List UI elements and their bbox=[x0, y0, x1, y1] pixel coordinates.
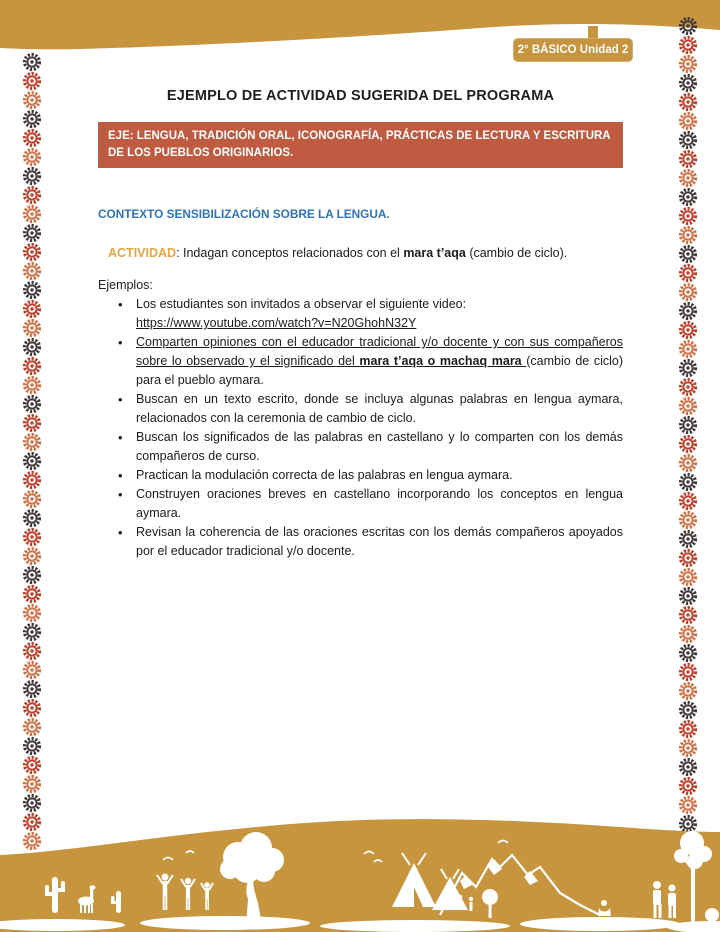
text-segment: Los estudiantes son invitados a observar el siguiente video: bbox=[136, 297, 467, 311]
gear-medallion-icon bbox=[22, 204, 42, 224]
gear-medallion-icon bbox=[22, 432, 42, 452]
gear-medallion-icon bbox=[22, 622, 42, 642]
gear-medallion-icon bbox=[22, 356, 42, 376]
gear-medallion-icon bbox=[22, 527, 42, 547]
activity-label: ACTIVIDAD bbox=[108, 246, 177, 260]
unit-badge: 2° BÁSICO Unidad 2 bbox=[513, 38, 633, 62]
gear-medallion-icon bbox=[678, 358, 698, 378]
gear-medallion-icon bbox=[678, 16, 698, 36]
gear-medallion-icon bbox=[678, 92, 698, 112]
gear-medallion-icon bbox=[678, 605, 698, 625]
gear-medallion-icon bbox=[22, 394, 42, 414]
gear-medallion-icon bbox=[22, 489, 42, 509]
gear-medallion-icon bbox=[678, 377, 698, 397]
list-item bbox=[98, 428, 623, 466]
context-heading: CONTEXTO SENSIBILIZACIÓN SOBRE LA LENGUA. bbox=[98, 207, 390, 221]
gear-medallion-icon bbox=[22, 413, 42, 433]
gear-medallion-icon bbox=[22, 280, 42, 300]
gear-medallion-icon bbox=[678, 73, 698, 93]
activity-text bbox=[176, 246, 567, 260]
bush-icon bbox=[705, 908, 719, 922]
gear-medallion-icon bbox=[22, 470, 42, 490]
text-segment: (cambio de ciclo) para el pueblo aymara. bbox=[136, 354, 624, 387]
gear-medallion-icon bbox=[678, 168, 698, 188]
gear-medallion-icon bbox=[22, 185, 42, 205]
bottom-landscape bbox=[0, 815, 720, 932]
gear-medallion-icon bbox=[22, 166, 42, 186]
gear-medallion-icon bbox=[678, 434, 698, 454]
gear-medallion-icon bbox=[22, 451, 42, 471]
gear-medallion-icon bbox=[678, 339, 698, 359]
list-item bbox=[98, 523, 623, 561]
activity-line bbox=[98, 244, 623, 263]
gear-medallion-icon bbox=[678, 491, 698, 511]
text-segment: (cambio de ciclo). bbox=[465, 246, 568, 260]
examples-list bbox=[98, 295, 623, 561]
gear-medallion-icon bbox=[678, 510, 698, 530]
gear-medallion-icon bbox=[22, 375, 42, 395]
list-item bbox=[98, 485, 623, 523]
text-segment: mara t’aqa o machaq mara bbox=[359, 354, 527, 368]
gear-medallion-icon bbox=[678, 624, 698, 644]
gear-medallion-icon bbox=[678, 529, 698, 549]
gear-medallion-icon bbox=[678, 320, 698, 340]
gear-medallion-icon bbox=[678, 130, 698, 150]
gear-medallion-icon bbox=[22, 755, 42, 775]
gear-medallion-icon bbox=[678, 643, 698, 663]
gear-medallion-icon bbox=[22, 90, 42, 110]
gear-medallion-icon bbox=[22, 565, 42, 585]
gear-medallion-icon bbox=[22, 679, 42, 699]
gear-medallion-icon bbox=[22, 698, 42, 718]
gear-medallion-icon bbox=[22, 584, 42, 604]
list-item bbox=[98, 333, 623, 390]
text-segment: Buscan los significados de las palabras en castellano y lo comparten con los demás compañeros de curso. bbox=[136, 430, 623, 463]
youtube-link[interactable]: https://www.youtube.com/watch?v=N20GhohN32Y bbox=[136, 316, 417, 330]
gear-medallion-icon bbox=[22, 660, 42, 680]
gear-medallion-icon bbox=[678, 415, 698, 435]
gear-medallion-icon bbox=[678, 111, 698, 131]
examples-label: Ejemplos: bbox=[98, 278, 153, 292]
gear-medallion-icon bbox=[22, 52, 42, 72]
gear-medallion-icon bbox=[22, 603, 42, 623]
text-segment: Comparten opiniones con el educador tradicional y/o docente y con sus compañeros sobre lo observado y el significado del bbox=[136, 335, 623, 368]
eje-banner: EJE: LENGUA, TRADICIÓN ORAL, ICONOGRAFÍA, PRÁCTICAS DE LECTURA Y ESCRITURA DE LOS PUEBLOS ORIGINARIOS. bbox=[98, 122, 623, 168]
gear-medallion-icon bbox=[678, 472, 698, 492]
gear-medallion-icon bbox=[22, 128, 42, 148]
gear-medallion-icon bbox=[22, 261, 42, 281]
gear-medallion-icon bbox=[678, 586, 698, 606]
gear-medallion-icon bbox=[22, 717, 42, 737]
gear-medallion-icon bbox=[678, 149, 698, 169]
gear-medallion-icon bbox=[678, 206, 698, 226]
gear-medallion-icon bbox=[678, 757, 698, 777]
gear-medallion-icon bbox=[22, 223, 42, 243]
gear-medallion-icon bbox=[678, 567, 698, 587]
gear-medallion-icon bbox=[678, 396, 698, 416]
gear-medallion-icon bbox=[678, 548, 698, 568]
gear-medallion-icon bbox=[22, 546, 42, 566]
gear-medallion-icon bbox=[22, 337, 42, 357]
gear-medallion-icon bbox=[678, 35, 698, 55]
gear-medallion-icon bbox=[678, 453, 698, 473]
gear-medallion-icon bbox=[22, 793, 42, 813]
gear-medallion-icon bbox=[678, 719, 698, 739]
gear-medallion-icon bbox=[678, 681, 698, 701]
list-item bbox=[98, 295, 623, 333]
right-ornament-border bbox=[678, 16, 698, 852]
list-item bbox=[98, 466, 623, 485]
gear-medallion-icon bbox=[22, 71, 42, 91]
gear-medallion-icon bbox=[678, 225, 698, 245]
gear-medallion-icon bbox=[678, 282, 698, 302]
gear-medallion-icon bbox=[678, 187, 698, 207]
gear-medallion-icon bbox=[678, 738, 698, 758]
gear-medallion-icon bbox=[22, 318, 42, 338]
content-column bbox=[98, 0, 623, 561]
gear-medallion-icon bbox=[22, 109, 42, 129]
gear-medallion-icon bbox=[22, 299, 42, 319]
text-segment: Construyen oraciones breves en castellano incorporando los conceptos en lengua aymara. bbox=[136, 487, 623, 520]
gear-medallion-icon bbox=[22, 641, 42, 661]
left-ornament-border bbox=[22, 52, 42, 850]
gear-medallion-icon bbox=[678, 301, 698, 321]
gear-medallion-icon bbox=[22, 147, 42, 167]
gear-medallion-icon bbox=[678, 776, 698, 796]
text-segment: Buscan en un texto escrito, donde se incluya algunas palabras en lengua aymara, relacionados con la ceremonia de cambio de ciclo. bbox=[136, 392, 623, 425]
page-title: EJEMPLO DE ACTIVIDAD SUGERIDA DEL PROGRAMA bbox=[166, 88, 555, 104]
text-segment: Revisan la coherencia de las oraciones escritas con los demás compañeros apoyados por el educador tradicional y/o docente. bbox=[136, 525, 623, 558]
gear-medallion-icon bbox=[678, 54, 698, 74]
list-item bbox=[98, 390, 623, 428]
gear-medallion-icon bbox=[678, 795, 698, 815]
gear-medallion-icon bbox=[678, 244, 698, 264]
gear-medallion-icon bbox=[22, 508, 42, 528]
gear-medallion-icon bbox=[678, 662, 698, 682]
text-segment: : Indagan conceptos relacionados con el bbox=[176, 246, 404, 260]
text-segment: mara t’aqa bbox=[403, 246, 466, 260]
gear-medallion-icon bbox=[678, 263, 698, 283]
gear-medallion-icon bbox=[22, 242, 42, 262]
gear-medallion-icon bbox=[22, 774, 42, 794]
gear-medallion-icon bbox=[678, 700, 698, 720]
text-segment: Practican la modulación correcta de las palabras en lengua aymara. bbox=[136, 468, 513, 482]
gear-medallion-icon bbox=[22, 736, 42, 756]
